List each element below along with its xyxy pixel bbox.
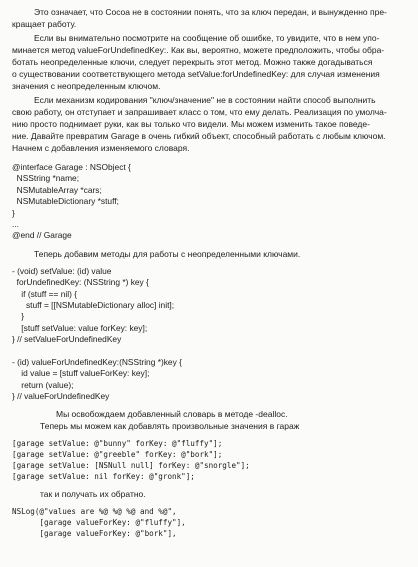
code-line: - (void) setValue: (id) value: [12, 265, 112, 276]
code-line: } // setValueForUndefinedKey: [12, 334, 122, 345]
text-line: значения с неопределенным ключом.: [12, 81, 161, 91]
code-block-methods: [12, 266, 406, 402]
code-block-interface: [12, 162, 406, 242]
text-line: нию просто поднимает руки, как вы только что видели. Мы можем изменить такое поведе-: [12, 119, 370, 129]
code-line: } // valueForUndefinedKey: [12, 390, 110, 401]
paragraph-2: [12, 32, 406, 92]
text-line: так и получать их обратно.: [40, 489, 146, 500]
text-line: Мы освобождаем добавленный словарь в методе -dealloc.: [56, 409, 288, 420]
text-line: минается метод valueForUndefinedKey:. Как вы, вероятно, можете предположить, чтобы обра-: [12, 45, 385, 55]
paragraph-add-values: [12, 420, 406, 432]
text-line: Если механизм кодирования "ключ/значение" не в состоянии найти способ выполнить: [34, 95, 376, 105]
text-line: ние. Давайте превратим Garage в очень гибкий объект, способный работать с любым ключом.: [12, 131, 386, 141]
code-line: if (stuff == nil) {: [12, 288, 78, 299]
code-line: @end // Garage: [12, 230, 72, 241]
text-line: свою работу, он отступает и запрашивает класс о том, что ему делать. Реализация по умолча-: [12, 107, 387, 117]
text-line: ботать неопределенные ключи, следует перекрыть этот метод. Можно также догадываться: [12, 57, 373, 67]
code-line: [12, 346, 406, 357]
code-line: [garage setValue: @"bunny" forKey: @"fluffy"];: [12, 439, 223, 449]
code-line: [garage valueForKey: @"bork"],: [12, 529, 177, 539]
text-line: о существовании соответствующего метода setValue:forUndefinedKey: для случая изменения: [12, 69, 380, 79]
paragraph-3: [12, 94, 406, 154]
code-line: [garage setValue: @"greeble" forKey: @"bork"];: [12, 450, 223, 460]
text-line: Это означает, что Cocoa не в состоянии понять, что за ключ передан, и вынужденно пре-: [34, 7, 387, 17]
code-line: NSMutableArray *cars;: [12, 184, 102, 195]
code-line: NSString *name;: [12, 173, 80, 184]
code-line: [stuff setValue: value forKey: key];: [12, 322, 148, 333]
code-line: [garage setValue: nil forKey: @"gronk"];: [12, 472, 195, 482]
code-line: forUndefinedKey: (NSString *) key {: [12, 277, 149, 288]
code-line: ...: [12, 219, 19, 230]
code-line: }: [12, 207, 15, 218]
code-line: NSLog(@"values are %@ %@ %@ and %@",: [12, 507, 177, 517]
text-line: кращает работу.: [12, 19, 77, 29]
code-line: return (value);: [12, 379, 74, 390]
text-line: Если вы внимательно посмотрите на сообщение об ошибке, то увидите, что в нем упо-: [34, 33, 380, 43]
code-block-nslog: [12, 506, 406, 539]
code-line: }: [12, 311, 25, 322]
code-line: id value = [stuff valueForKey: key];: [12, 368, 150, 379]
paragraph-methods-intro: [12, 248, 406, 260]
code-line: @interface Garage : NSObject {: [12, 162, 131, 172]
code-line: NSMutableDictionary *stuff;: [12, 196, 119, 207]
code-block-set-values: [12, 438, 406, 482]
text-line: Начнем с добавления изменяемого словаря.: [12, 143, 190, 153]
text-line: Теперь добавим методы для работы с неопределенными ключами.: [34, 248, 301, 259]
paragraph-1: [12, 6, 406, 30]
text-line: Теперь мы можем как добавлять произвольные значения в гараж: [40, 421, 300, 432]
code-line: [garage valueForKey: @"fluffy"],: [12, 518, 186, 528]
code-line: [garage setValue: [NSNull null] forKey: @"snorgle"];: [12, 461, 250, 471]
paragraph-dealloc: [12, 408, 406, 420]
code-line: stuff = [[NSMutableDictionary alloc] init];: [12, 300, 175, 311]
code-line: - (id) valueForUndefinedKey:(NSString *)key {: [12, 356, 182, 367]
paragraph-get-values: [12, 488, 406, 500]
